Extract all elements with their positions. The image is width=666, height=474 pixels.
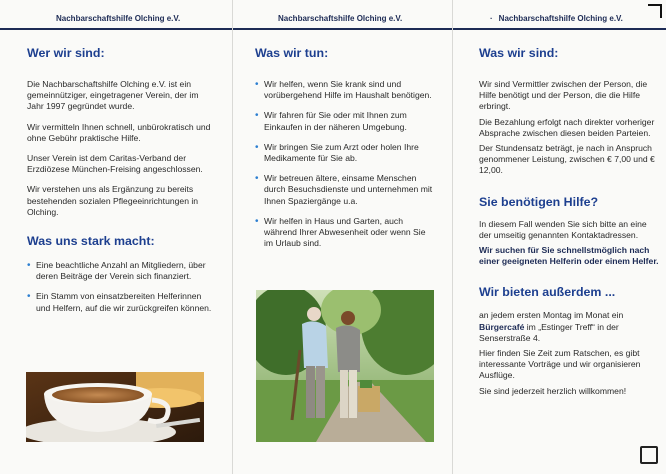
heading-was-uns-stark-macht: Was uns stark macht: <box>27 234 155 249</box>
paragraph: Wir sind Vermittler zwischen der Person, die Hilfe benötigt und der Person, die die Hilfe erbringt. <box>479 79 648 112</box>
elderly-couple-walking-photo <box>256 290 434 442</box>
paragraph: Der Stundensatz beträgt, je nach in Anspruch genommener Leistung, zwischen € 7,00 und € 12,00. <box>479 143 655 176</box>
header-right: Nachbarschaftshilfe Olching e.V. <box>498 14 623 23</box>
list-item: • Wir helfen in Haus und Garten, auch während Ihrer Abwesenheit oder wenn Sie im Urlaub sind. <box>255 216 435 250</box>
paragraph: Hier finden Sie Zeit zum Ratschen, es gibt interessante Vorträge und wir organisieren Ausflüge. <box>479 348 641 381</box>
column-right <box>479 46 659 397</box>
coffee-cup-photo <box>26 372 204 442</box>
paragraph: Wir vermitteln Ihnen schnell, unbürokratisch und ohne Gebühr praktische Hilfe. <box>27 121 211 143</box>
paragraph: Die Nachbarschaftshilfe Olching e.V. ist ein gemeinnütziger, eingetragener Verein, der im Jahr 1997 gegründet wurde. <box>27 79 199 112</box>
list-item: • Wir fahren für Sie oder mit Ihnen zum Einkaufen in der näheren Umgebung. <box>255 110 435 132</box>
list-item: • Wir betreuen ältere, einsame Menschen durch Besuchsdienste und unternehmen mit Ihnen Spaziergänge u.a. <box>255 173 435 207</box>
header-right-wrap: · Nachbarschaftshilfe Olching e.V. <box>490 14 623 23</box>
heading-was-wir-sind: Was wir sind: <box>479 46 559 60</box>
paragraph: In diesem Fall wenden Sie sich bitte an eine der umseitig genannten Kontaktadressen. <box>479 218 647 240</box>
paragraph: Unser Verein ist dem Caritas-Verband der Erzdiözese München-Freising angeschlossen. <box>27 153 203 175</box>
heading-wir-bieten-ausserdem: Wir bieten außerdem ... <box>479 285 616 300</box>
fold-line-1 <box>232 0 233 474</box>
list-item: • Eine beachtliche Anzahl an Mitgliedern, über deren Beiträge der Verein sich finanziert. <box>27 260 215 282</box>
heading-sie-benoetigen-hilfe: Sie benötigen Hilfe? <box>479 194 599 209</box>
paragraph: Die Bezahlung erfolgt nach direkter vorheriger Absprache zwischen diesen beiden Parteien. <box>479 116 655 138</box>
strength-list <box>27 260 215 314</box>
page-corner-mark <box>648 4 662 18</box>
list-item: • Wir helfen, wenn Sie krank sind und vorübergehend Hilfe im Haushalt benötigen. <box>255 79 435 101</box>
header-left: Nachbarschaftshilfe Olching e.V. <box>56 14 181 23</box>
services-list <box>255 79 435 249</box>
header-middle: Nachbarschaftshilfe Olching e.V. <box>278 14 403 23</box>
column-left <box>27 46 215 314</box>
fold-line-2 <box>452 0 453 474</box>
heading-wer-wir-sind: Wer wir sind: <box>27 46 105 60</box>
buergercafe-label: Bürgercafé <box>479 321 525 332</box>
list-item: • Wir bringen Sie zum Arzt oder holen Ihre Medikamente für Sie ab. <box>255 142 435 164</box>
heading-was-wir-tun: Was wir tun: <box>255 46 329 60</box>
copy-icon[interactable] <box>640 446 658 464</box>
paragraph-bold: Wir suchen für Sie schnellstmöglich nach einer geeigneten Helferin oder einem Helfer. <box>479 245 659 267</box>
paragraph: Wir verstehen uns als Ergänzung zu bereits bestehenden sozialen Pflegeeinrichtungen in Olching. <box>27 184 199 217</box>
paragraph-buergercafe: an jedem ersten Montag im Monat ein Bürgercafé im „Estinger Treff“ in der Senserstraße 4. <box>479 310 624 343</box>
column-middle <box>255 46 435 249</box>
list-item: • Ein Stamm von einsatzbereiten Helferinnen und Helfern, auf die wir zurückgreifen können. <box>27 291 215 313</box>
paragraph: Sie sind jederzeit herzlich willkommen! <box>479 385 627 396</box>
